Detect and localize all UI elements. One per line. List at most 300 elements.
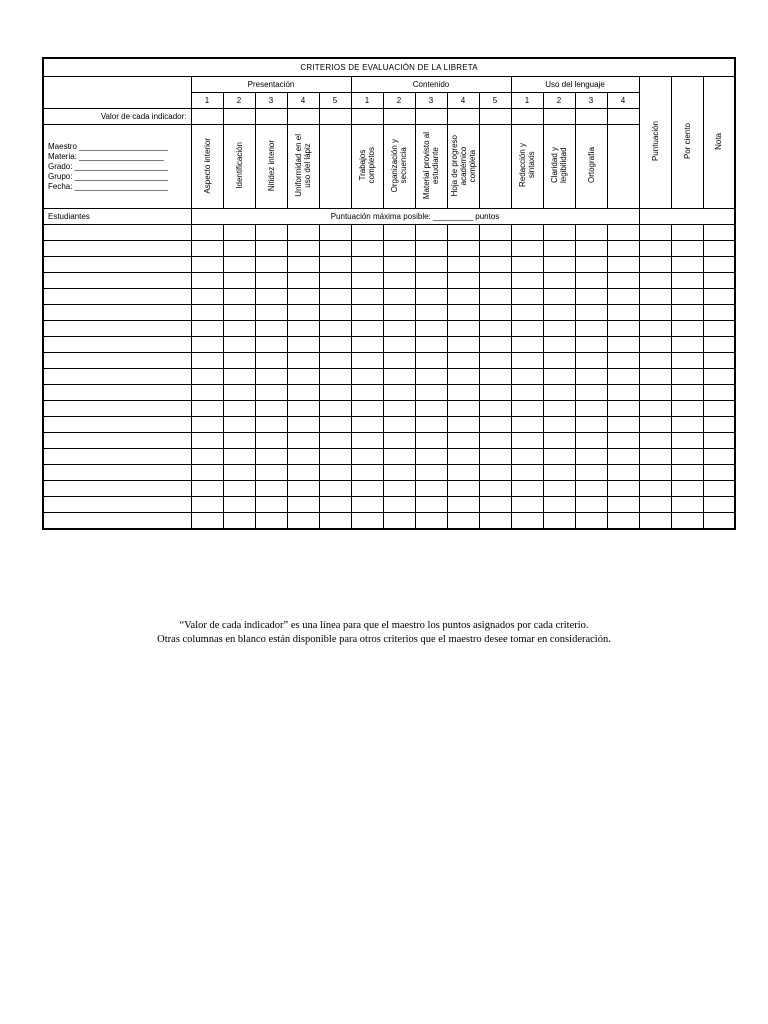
score-cell[interactable]	[607, 417, 639, 433]
score-cell[interactable]	[479, 273, 511, 289]
score-cell[interactable]	[415, 257, 447, 273]
score-cell[interactable]	[607, 465, 639, 481]
score-cell[interactable]	[479, 449, 511, 465]
score-cell[interactable]	[351, 417, 383, 433]
score-cell[interactable]	[255, 465, 287, 481]
score-cell[interactable]	[191, 449, 223, 465]
score-cell[interactable]	[511, 481, 543, 497]
score-cell[interactable]	[383, 273, 415, 289]
score-cell[interactable]	[479, 385, 511, 401]
score-cell[interactable]	[351, 449, 383, 465]
score-cell[interactable]	[703, 305, 735, 321]
score-cell[interactable]	[191, 417, 223, 433]
score-cell[interactable]	[223, 257, 255, 273]
score-cell[interactable]	[191, 497, 223, 513]
score-cell[interactable]	[415, 465, 447, 481]
score-cell[interactable]	[575, 401, 607, 417]
score-cell[interactable]	[191, 273, 223, 289]
student-name-cell[interactable]	[43, 497, 191, 513]
score-cell[interactable]	[383, 497, 415, 513]
score-cell[interactable]	[383, 337, 415, 353]
score-cell[interactable]	[575, 497, 607, 513]
score-cell[interactable]	[383, 257, 415, 273]
score-cell[interactable]	[319, 401, 351, 417]
score-cell[interactable]	[543, 481, 575, 497]
score-cell[interactable]	[639, 465, 671, 481]
score-cell[interactable]	[575, 369, 607, 385]
score-cell[interactable]	[511, 225, 543, 241]
score-cell[interactable]	[319, 481, 351, 497]
score-cell[interactable]	[415, 385, 447, 401]
score-cell[interactable]	[415, 449, 447, 465]
score-cell[interactable]	[223, 417, 255, 433]
score-cell[interactable]	[351, 273, 383, 289]
score-cell[interactable]	[191, 385, 223, 401]
score-cell[interactable]	[479, 481, 511, 497]
student-name-cell[interactable]	[43, 289, 191, 305]
score-cell[interactable]	[287, 337, 319, 353]
score-cell[interactable]	[543, 433, 575, 449]
score-cell[interactable]	[511, 321, 543, 337]
indicator-value-cell[interactable]	[479, 109, 511, 125]
score-cell[interactable]	[383, 289, 415, 305]
student-name-cell[interactable]	[43, 433, 191, 449]
score-cell[interactable]	[575, 465, 607, 481]
score-cell[interactable]	[223, 433, 255, 449]
score-cell[interactable]	[255, 353, 287, 369]
score-cell[interactable]	[383, 241, 415, 257]
student-name-cell[interactable]	[43, 321, 191, 337]
score-cell[interactable]	[351, 337, 383, 353]
score-cell[interactable]	[703, 289, 735, 305]
score-cell[interactable]	[191, 321, 223, 337]
score-cell[interactable]	[287, 449, 319, 465]
score-cell[interactable]	[447, 465, 479, 481]
score-cell[interactable]	[511, 513, 543, 530]
score-cell[interactable]	[447, 273, 479, 289]
score-cell[interactable]	[319, 433, 351, 449]
score-cell[interactable]	[479, 257, 511, 273]
score-cell[interactable]	[351, 369, 383, 385]
score-cell[interactable]	[639, 385, 671, 401]
score-cell[interactable]	[191, 241, 223, 257]
score-cell[interactable]	[255, 241, 287, 257]
score-cell[interactable]	[511, 401, 543, 417]
score-cell[interactable]	[415, 337, 447, 353]
score-cell[interactable]	[319, 305, 351, 321]
score-cell[interactable]	[543, 449, 575, 465]
score-cell[interactable]	[671, 257, 703, 273]
score-cell[interactable]	[703, 433, 735, 449]
score-cell[interactable]	[223, 241, 255, 257]
score-cell[interactable]	[479, 353, 511, 369]
score-cell[interactable]	[191, 257, 223, 273]
score-cell[interactable]	[319, 513, 351, 530]
score-cell[interactable]	[671, 513, 703, 530]
score-cell[interactable]	[543, 497, 575, 513]
score-cell[interactable]	[639, 481, 671, 497]
score-cell[interactable]	[447, 241, 479, 257]
score-cell[interactable]	[639, 289, 671, 305]
score-cell[interactable]	[383, 225, 415, 241]
score-cell[interactable]	[255, 273, 287, 289]
score-cell[interactable]	[415, 481, 447, 497]
score-cell[interactable]	[575, 433, 607, 449]
score-cell[interactable]	[351, 353, 383, 369]
score-cell[interactable]	[639, 321, 671, 337]
score-cell[interactable]	[703, 257, 735, 273]
score-cell[interactable]	[287, 353, 319, 369]
score-cell[interactable]	[191, 305, 223, 321]
score-cell[interactable]	[287, 417, 319, 433]
score-cell[interactable]	[223, 481, 255, 497]
score-cell[interactable]	[415, 241, 447, 257]
score-cell[interactable]	[639, 305, 671, 321]
score-cell[interactable]	[671, 273, 703, 289]
score-cell[interactable]	[383, 305, 415, 321]
score-cell[interactable]	[447, 353, 479, 369]
score-cell[interactable]	[319, 353, 351, 369]
score-cell[interactable]	[287, 497, 319, 513]
score-cell[interactable]	[607, 513, 639, 530]
score-cell[interactable]	[575, 321, 607, 337]
score-cell[interactable]	[511, 417, 543, 433]
score-cell[interactable]	[511, 289, 543, 305]
score-cell[interactable]	[607, 305, 639, 321]
score-cell[interactable]	[351, 481, 383, 497]
score-cell[interactable]	[671, 353, 703, 369]
indicator-value-cell[interactable]	[607, 109, 639, 125]
score-cell[interactable]	[415, 321, 447, 337]
score-cell[interactable]	[223, 465, 255, 481]
score-cell[interactable]	[575, 513, 607, 530]
score-cell[interactable]	[287, 385, 319, 401]
score-cell[interactable]	[671, 465, 703, 481]
student-name-cell[interactable]	[43, 353, 191, 369]
student-name-cell[interactable]	[43, 385, 191, 401]
indicator-value-cell[interactable]	[351, 109, 383, 125]
score-cell[interactable]	[671, 289, 703, 305]
score-cell[interactable]	[639, 241, 671, 257]
score-cell[interactable]	[479, 513, 511, 530]
score-cell[interactable]	[191, 353, 223, 369]
score-cell[interactable]	[479, 497, 511, 513]
score-cell[interactable]	[479, 241, 511, 257]
score-cell[interactable]	[607, 385, 639, 401]
score-cell[interactable]	[383, 369, 415, 385]
score-cell[interactable]	[351, 465, 383, 481]
score-cell[interactable]	[607, 337, 639, 353]
score-cell[interactable]	[447, 337, 479, 353]
score-cell[interactable]	[575, 273, 607, 289]
score-cell[interactable]	[287, 465, 319, 481]
score-cell[interactable]	[447, 369, 479, 385]
score-cell[interactable]	[415, 401, 447, 417]
score-cell[interactable]	[223, 273, 255, 289]
score-cell[interactable]	[543, 401, 575, 417]
score-cell[interactable]	[607, 321, 639, 337]
student-name-cell[interactable]	[43, 305, 191, 321]
score-cell[interactable]	[287, 401, 319, 417]
score-cell[interactable]	[255, 305, 287, 321]
score-cell[interactable]	[575, 305, 607, 321]
score-cell[interactable]	[383, 481, 415, 497]
indicator-value-cell[interactable]	[223, 109, 255, 125]
score-cell[interactable]	[511, 449, 543, 465]
student-name-cell[interactable]	[43, 273, 191, 289]
score-cell[interactable]	[607, 401, 639, 417]
score-cell[interactable]	[639, 497, 671, 513]
score-cell[interactable]	[223, 321, 255, 337]
student-name-cell[interactable]	[43, 337, 191, 353]
score-cell[interactable]	[671, 385, 703, 401]
score-cell[interactable]	[447, 305, 479, 321]
score-cell[interactable]	[575, 481, 607, 497]
score-cell[interactable]	[191, 433, 223, 449]
score-cell[interactable]	[511, 241, 543, 257]
score-cell[interactable]	[703, 337, 735, 353]
score-cell[interactable]	[639, 401, 671, 417]
score-cell[interactable]	[223, 369, 255, 385]
indicator-value-cell[interactable]	[383, 109, 415, 125]
score-cell[interactable]	[415, 497, 447, 513]
indicator-value-cell[interactable]	[255, 109, 287, 125]
score-cell[interactable]	[607, 241, 639, 257]
score-cell[interactable]	[607, 257, 639, 273]
score-cell[interactable]	[351, 433, 383, 449]
score-cell[interactable]	[607, 449, 639, 465]
score-cell[interactable]	[287, 369, 319, 385]
score-cell[interactable]	[479, 337, 511, 353]
score-cell[interactable]	[447, 385, 479, 401]
score-cell[interactable]	[351, 513, 383, 530]
indicator-value-cell[interactable]	[191, 109, 223, 125]
score-cell[interactable]	[319, 289, 351, 305]
score-cell[interactable]	[223, 497, 255, 513]
score-cell[interactable]	[479, 465, 511, 481]
score-cell[interactable]	[415, 273, 447, 289]
score-cell[interactable]	[255, 513, 287, 530]
score-cell[interactable]	[703, 401, 735, 417]
score-cell[interactable]	[287, 513, 319, 530]
score-cell[interactable]	[639, 225, 671, 241]
score-cell[interactable]	[351, 321, 383, 337]
student-name-cell[interactable]	[43, 481, 191, 497]
score-cell[interactable]	[287, 241, 319, 257]
score-cell[interactable]	[415, 417, 447, 433]
score-cell[interactable]	[543, 321, 575, 337]
score-cell[interactable]	[703, 449, 735, 465]
score-cell[interactable]	[543, 385, 575, 401]
score-cell[interactable]	[703, 353, 735, 369]
score-cell[interactable]	[607, 433, 639, 449]
score-cell[interactable]	[479, 417, 511, 433]
score-cell[interactable]	[351, 497, 383, 513]
score-cell[interactable]	[639, 257, 671, 273]
score-cell[interactable]	[447, 449, 479, 465]
score-cell[interactable]	[703, 513, 735, 530]
score-cell[interactable]	[543, 369, 575, 385]
score-cell[interactable]	[415, 369, 447, 385]
score-cell[interactable]	[511, 497, 543, 513]
score-cell[interactable]	[671, 497, 703, 513]
score-cell[interactable]	[191, 337, 223, 353]
score-cell[interactable]	[543, 241, 575, 257]
student-name-cell[interactable]	[43, 417, 191, 433]
score-cell[interactable]	[351, 225, 383, 241]
score-cell[interactable]	[447, 513, 479, 530]
score-cell[interactable]	[191, 401, 223, 417]
score-cell[interactable]	[351, 257, 383, 273]
score-cell[interactable]	[255, 289, 287, 305]
score-cell[interactable]	[351, 241, 383, 257]
score-cell[interactable]	[703, 241, 735, 257]
score-cell[interactable]	[319, 465, 351, 481]
score-cell[interactable]	[191, 225, 223, 241]
score-cell[interactable]	[223, 513, 255, 530]
score-cell[interactable]	[511, 433, 543, 449]
score-cell[interactable]	[383, 385, 415, 401]
score-cell[interactable]	[639, 417, 671, 433]
score-cell[interactable]	[255, 225, 287, 241]
score-cell[interactable]	[447, 433, 479, 449]
score-cell[interactable]	[671, 241, 703, 257]
indicator-value-cell[interactable]	[415, 109, 447, 125]
score-cell[interactable]	[511, 353, 543, 369]
student-name-cell[interactable]	[43, 465, 191, 481]
student-name-cell[interactable]	[43, 225, 191, 241]
score-cell[interactable]	[223, 225, 255, 241]
score-cell[interactable]	[255, 449, 287, 465]
score-cell[interactable]	[575, 353, 607, 369]
score-cell[interactable]	[191, 465, 223, 481]
score-cell[interactable]	[479, 321, 511, 337]
score-cell[interactable]	[607, 369, 639, 385]
score-cell[interactable]	[287, 433, 319, 449]
score-cell[interactable]	[671, 433, 703, 449]
student-name-cell[interactable]	[43, 241, 191, 257]
score-cell[interactable]	[639, 337, 671, 353]
score-cell[interactable]	[543, 305, 575, 321]
score-cell[interactable]	[703, 273, 735, 289]
score-cell[interactable]	[191, 481, 223, 497]
score-cell[interactable]	[383, 465, 415, 481]
score-cell[interactable]	[511, 385, 543, 401]
score-cell[interactable]	[287, 481, 319, 497]
score-cell[interactable]	[671, 305, 703, 321]
score-cell[interactable]	[607, 289, 639, 305]
indicator-value-cell[interactable]	[511, 109, 543, 125]
score-cell[interactable]	[447, 497, 479, 513]
score-cell[interactable]	[319, 369, 351, 385]
score-cell[interactable]	[191, 513, 223, 530]
score-cell[interactable]	[319, 449, 351, 465]
score-cell[interactable]	[255, 481, 287, 497]
score-cell[interactable]	[287, 321, 319, 337]
score-cell[interactable]	[447, 225, 479, 241]
score-cell[interactable]	[287, 273, 319, 289]
score-cell[interactable]	[639, 433, 671, 449]
score-cell[interactable]	[319, 257, 351, 273]
score-cell[interactable]	[639, 353, 671, 369]
score-cell[interactable]	[287, 289, 319, 305]
score-cell[interactable]	[223, 401, 255, 417]
score-cell[interactable]	[543, 337, 575, 353]
score-cell[interactable]	[575, 337, 607, 353]
score-cell[interactable]	[255, 401, 287, 417]
score-cell[interactable]	[543, 289, 575, 305]
student-name-cell[interactable]	[43, 401, 191, 417]
score-cell[interactable]	[319, 497, 351, 513]
score-cell[interactable]	[191, 369, 223, 385]
indicator-value-cell[interactable]	[575, 109, 607, 125]
score-cell[interactable]	[671, 337, 703, 353]
score-cell[interactable]	[511, 257, 543, 273]
score-cell[interactable]	[319, 417, 351, 433]
score-cell[interactable]	[511, 369, 543, 385]
score-cell[interactable]	[287, 257, 319, 273]
score-cell[interactable]	[511, 465, 543, 481]
score-cell[interactable]	[639, 273, 671, 289]
score-cell[interactable]	[607, 497, 639, 513]
score-cell[interactable]	[575, 257, 607, 273]
score-cell[interactable]	[383, 433, 415, 449]
student-name-cell[interactable]	[43, 449, 191, 465]
score-cell[interactable]	[703, 385, 735, 401]
score-cell[interactable]	[671, 369, 703, 385]
score-cell[interactable]	[383, 417, 415, 433]
score-cell[interactable]	[607, 353, 639, 369]
score-cell[interactable]	[703, 465, 735, 481]
score-cell[interactable]	[671, 225, 703, 241]
score-cell[interactable]	[319, 321, 351, 337]
score-cell[interactable]	[351, 305, 383, 321]
score-cell[interactable]	[543, 465, 575, 481]
score-cell[interactable]	[255, 337, 287, 353]
score-cell[interactable]	[575, 449, 607, 465]
score-cell[interactable]	[543, 257, 575, 273]
score-cell[interactable]	[415, 433, 447, 449]
score-cell[interactable]	[511, 305, 543, 321]
score-cell[interactable]	[319, 385, 351, 401]
score-cell[interactable]	[703, 417, 735, 433]
score-cell[interactable]	[543, 417, 575, 433]
score-cell[interactable]	[223, 305, 255, 321]
score-cell[interactable]	[479, 433, 511, 449]
score-cell[interactable]	[351, 289, 383, 305]
score-cell[interactable]	[447, 257, 479, 273]
score-cell[interactable]	[575, 289, 607, 305]
score-cell[interactable]	[255, 433, 287, 449]
score-cell[interactable]	[415, 289, 447, 305]
score-cell[interactable]	[479, 369, 511, 385]
score-cell[interactable]	[255, 417, 287, 433]
score-cell[interactable]	[639, 513, 671, 530]
score-cell[interactable]	[671, 449, 703, 465]
score-cell[interactable]	[639, 449, 671, 465]
score-cell[interactable]	[703, 321, 735, 337]
score-cell[interactable]	[351, 401, 383, 417]
score-cell[interactable]	[223, 353, 255, 369]
student-name-cell[interactable]	[43, 513, 191, 530]
score-cell[interactable]	[223, 385, 255, 401]
score-cell[interactable]	[223, 337, 255, 353]
score-cell[interactable]	[255, 321, 287, 337]
score-cell[interactable]	[543, 353, 575, 369]
score-cell[interactable]	[639, 369, 671, 385]
score-cell[interactable]	[607, 481, 639, 497]
score-cell[interactable]	[447, 417, 479, 433]
